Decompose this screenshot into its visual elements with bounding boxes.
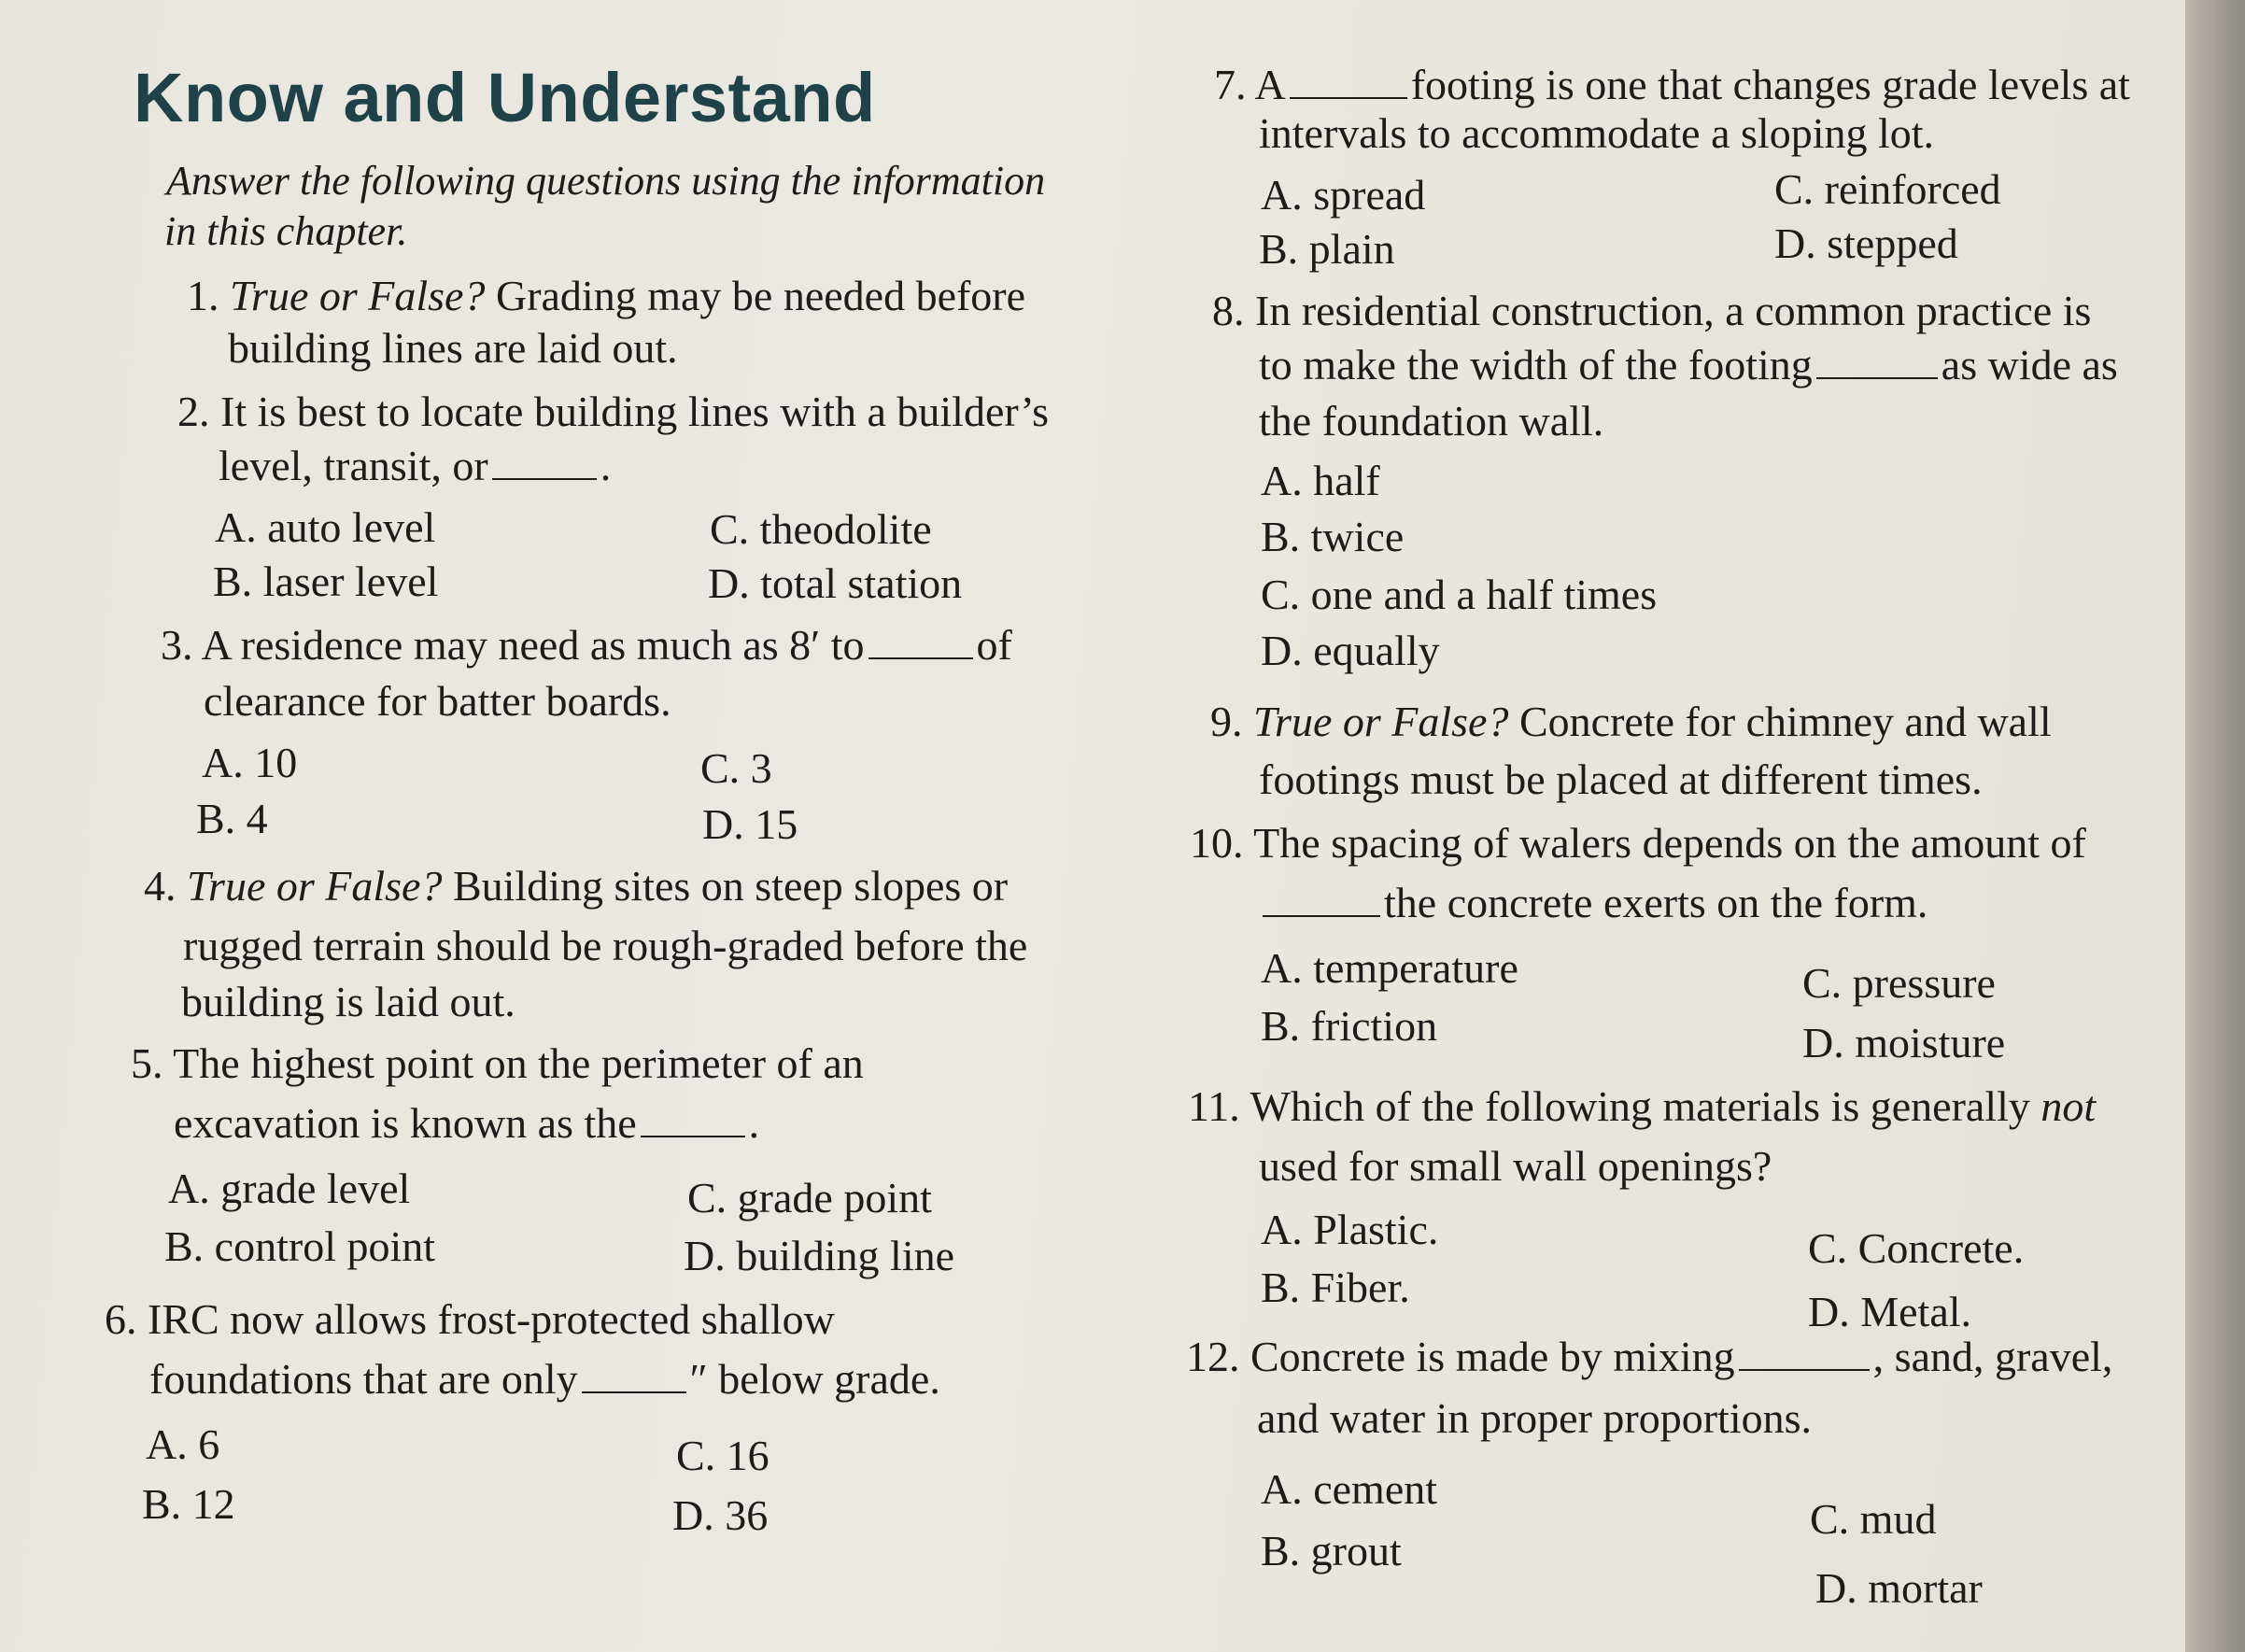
option-b: B. twice [1261, 513, 1405, 560]
option-c: C. reinforced [1774, 165, 2001, 213]
option-d: D. equally [1261, 627, 1440, 674]
question-number: 11. [1188, 1082, 1240, 1130]
option-b: B. plain [1259, 225, 1395, 273]
question-number: 5. [131, 1039, 163, 1087]
question-4: 4. True or False? Building sites on steep slopes or [144, 862, 1009, 910]
question-number: 6. [105, 1295, 137, 1343]
question-3: 3. A residence may need as much as 8′ to of [161, 621, 1012, 669]
question-number: 9. [1210, 698, 1243, 745]
option-d: D. 15 [702, 800, 798, 848]
question-4-line-2: rugged terrain should be rough-graded before the [183, 922, 1028, 969]
option-a: A. auto level [215, 503, 436, 551]
question-4-line-3: building is laid out. [181, 978, 515, 1025]
option-b: B. 4 [196, 795, 268, 842]
section-title: Know and Understand [134, 59, 876, 136]
question-6-line-2: foundations that are only ″ below grade. [149, 1355, 940, 1403]
answer-blank [641, 1102, 745, 1137]
option-a: A. Plastic. [1261, 1206, 1439, 1253]
option-a: A. 6 [146, 1420, 220, 1468]
option-b: B. laser level [213, 558, 439, 605]
question-number: 7. [1214, 61, 1247, 108]
question-9: 9. True or False? Concrete for chimney and wall [1210, 698, 2052, 745]
question-10-line-2: the concrete exerts on the form. [1259, 878, 1927, 927]
option-d: D. 36 [672, 1491, 769, 1539]
question-1 [187, 271, 1025, 320]
answer-blank [868, 624, 973, 659]
option-d: D. stepped [1774, 219, 1958, 267]
option-b: B. friction [1261, 1002, 1438, 1050]
intro-line-1: Answer the following questions using the information [166, 158, 1046, 204]
option-a: A. grade level [168, 1165, 411, 1212]
question-5-line-2: excavation is known as the . [174, 1099, 760, 1147]
answer-blank [1816, 344, 1938, 379]
answer-blank [1739, 1335, 1870, 1371]
option-c: C. one and a half times [1261, 571, 1658, 618]
option-a: A. half [1261, 457, 1380, 504]
intro-line-2: in this chapter. [164, 208, 408, 254]
option-b: B. control point [164, 1222, 436, 1270]
option-b: B. Fiber. [1261, 1264, 1410, 1311]
emphasis-not: not [2040, 1082, 2097, 1130]
question-8-line-3: the foundation wall. [1259, 397, 1604, 445]
question-number: 4. [144, 862, 176, 910]
option-d: D. total station [708, 559, 963, 607]
question-2-line-2: level, transit, or . [219, 442, 612, 489]
option-a: A. spread [1261, 171, 1426, 219]
question-2 [177, 387, 1049, 436]
option-c: C. grade point [687, 1174, 932, 1221]
option-a: A. 10 [202, 739, 298, 786]
option-a: A. cement [1261, 1465, 1438, 1513]
answer-blank [1263, 882, 1380, 917]
option-d: D. building line [684, 1232, 955, 1279]
question-7: 7. A footing is one that changes grade levels at [1214, 61, 2130, 108]
question-7-line-2: intervals to accommodate a sloping lot. [1259, 109, 1935, 157]
question-12-line-2: and water in proper proportions. [1257, 1394, 1813, 1442]
true-false-label: True or False? [230, 272, 486, 319]
question-10: 10. The spacing of walers depends on the amount of [1190, 819, 2086, 867]
question-8: 8. In residential construction, a common practice is [1212, 287, 2092, 334]
question-3-line-2: clearance for batter boards. [204, 677, 671, 725]
answer-blank [582, 1358, 686, 1393]
question-12: 12. Concrete is made by mixing , sand, gravel, [1186, 1333, 2113, 1380]
question-6: 6. IRC now allows frost-protected shallow [105, 1295, 835, 1343]
question-text: Grading may be needed before [495, 272, 1026, 319]
question-9-line-2: footings must be placed at different times. [1259, 755, 1983, 803]
question-number: 2. [177, 388, 210, 435]
option-c: C. pressure [1802, 959, 1996, 1007]
question-1-line-2: building lines are laid out. [228, 324, 678, 372]
question-number: 12. [1186, 1333, 1240, 1380]
answer-blank [1290, 64, 1407, 99]
option-c: C. 16 [676, 1432, 770, 1479]
option-c: C. 3 [700, 744, 772, 792]
option-a: A. temperature [1261, 944, 1518, 992]
question-11-line-2: used for small wall openings? [1259, 1142, 1772, 1190]
question-5: 5. The highest point on the perimeter of an [131, 1039, 864, 1087]
option-d: D. mortar [1815, 1564, 1983, 1612]
option-c: C. mud [1810, 1495, 1937, 1543]
option-b: B. 12 [142, 1480, 235, 1528]
question-8-line-2: to make the width of the footing as wide as [1259, 341, 2118, 388]
question-number: 1. [187, 272, 219, 319]
option-c: C. theodolite [710, 505, 932, 553]
option-d: D. Metal. [1808, 1288, 1972, 1335]
page-edge-shadow [2185, 0, 2245, 1652]
question-text: It is best to locate building lines with a builder’s [220, 388, 1050, 435]
option-b: B. grout [1261, 1527, 1402, 1574]
option-c: C. Concrete. [1808, 1224, 2025, 1272]
question-number: 10. [1190, 819, 1244, 867]
question-11: 11. Which of the following materials is generally not [1188, 1082, 2097, 1130]
question-number: 8. [1212, 287, 1245, 334]
true-false-label: True or False? [187, 862, 443, 910]
answer-blank [492, 445, 597, 480]
option-d: D. moisture [1802, 1019, 2006, 1066]
true-false-label: True or False? [1253, 698, 1509, 745]
question-number: 3. [161, 621, 193, 669]
